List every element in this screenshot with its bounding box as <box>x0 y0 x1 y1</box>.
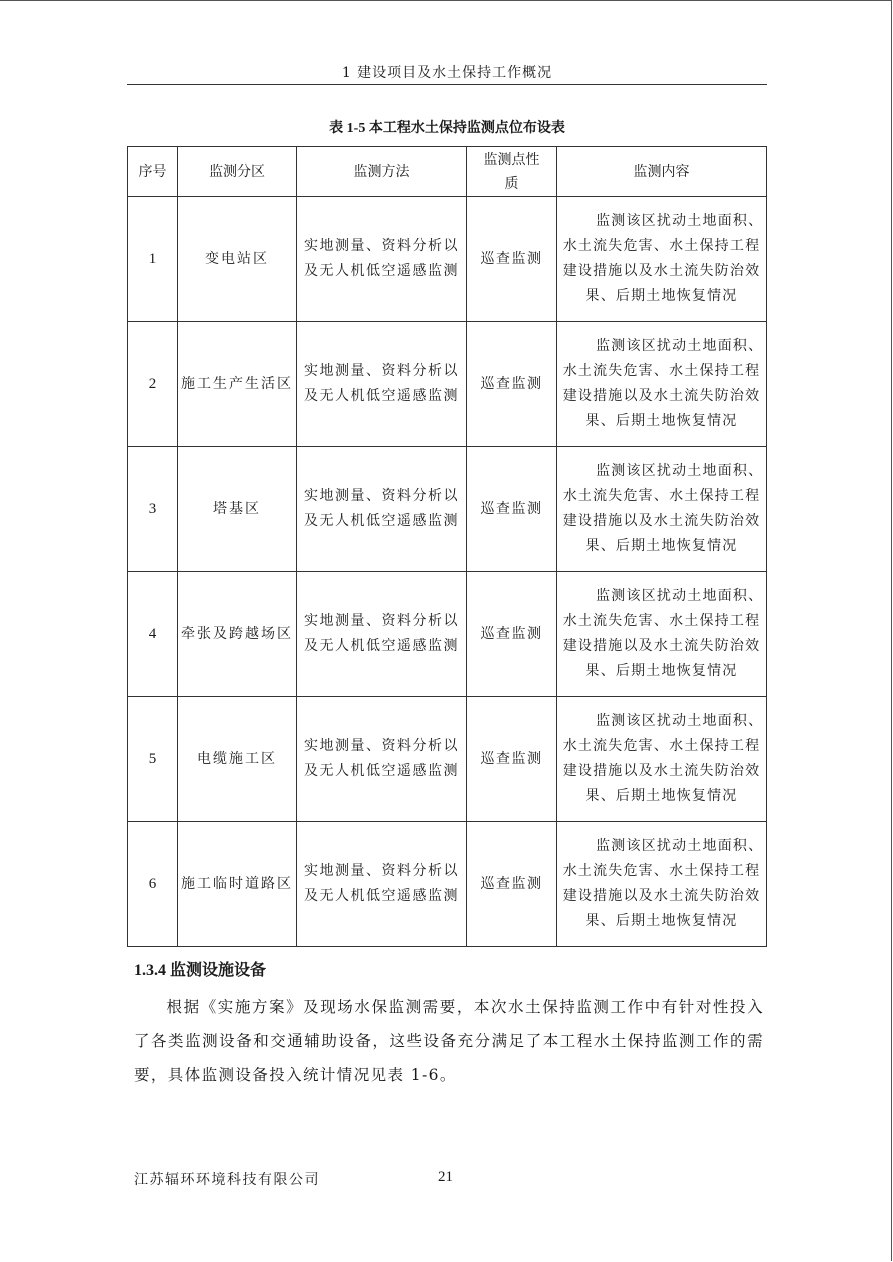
row-zone: 塔基区 <box>178 447 297 572</box>
row-zone: 施工临时道路区 <box>178 822 297 947</box>
table-row <box>128 447 767 572</box>
row-content-text: 监测该区扰动土地面积、水土流失危害、水土保持工程建设措施以及水土流失防治效果、后期土地恢复情况 <box>562 463 764 554</box>
row-zone: 电缆施工区 <box>178 697 297 822</box>
table-row <box>128 572 767 697</box>
row-zone: 变电站区 <box>178 197 297 322</box>
header-rule <box>127 84 767 85</box>
table-row <box>128 697 767 822</box>
page-number: 21 <box>438 1169 453 1185</box>
column-header-zone: 监测分区 <box>178 147 297 197</box>
row-content <box>557 322 767 447</box>
row-index: 5 <box>128 697 178 822</box>
row-content <box>557 447 767 572</box>
row-nature: 巡查监测 <box>467 447 557 572</box>
row-content-text: 监测该区扰动土地面积、水土流失危害、水土保持工程建设措施以及水土流失防治效果、后期土地恢复情况 <box>562 713 764 804</box>
row-method: 实地测量、资料分析以及无人机低空遥感监测 <box>297 447 467 572</box>
row-content-text: 监测该区扰动土地面积、水土流失危害、水土保持工程建设措施以及水土流失防治效果、后期土地恢复情况 <box>562 588 764 679</box>
row-method: 实地测量、资料分析以及无人机低空遥感监测 <box>297 572 467 697</box>
row-content <box>557 572 767 697</box>
column-header-index: 序号 <box>128 147 178 197</box>
row-zone: 牵张及跨越场区 <box>178 572 297 697</box>
row-index: 3 <box>128 447 178 572</box>
row-zone: 施工生产生活区 <box>178 322 297 447</box>
row-nature: 巡查监测 <box>467 322 557 447</box>
row-nature: 巡查监测 <box>467 197 557 322</box>
row-content-text: 监测该区扰动土地面积、水土流失危害、水土保持工程建设措施以及水土流失防治效果、后期土地恢复情况 <box>562 338 764 429</box>
row-index: 6 <box>128 822 178 947</box>
row-index: 4 <box>128 572 178 697</box>
table-caption: 表 1-5 本工程水土保持监测点位布设表 <box>329 121 565 136</box>
row-content-text: 监测该区扰动土地面积、水土流失危害、水土保持工程建设措施以及水土流失防治效果、后期土地恢复情况 <box>562 213 764 304</box>
column-header-method: 监测方法 <box>297 147 467 197</box>
row-nature: 巡查监测 <box>467 697 557 822</box>
column-header-content: 监测内容 <box>557 147 767 197</box>
row-content <box>557 697 767 822</box>
body-paragraph: 根据《实施方案》及现场水保监测需要，本次水土保持监测工作中有针对性投入了各类监测设备和交通辅助设备，这些设备充分满足了本工程水土保持监测工作的需要，具体监测设备投入统计情况见表 1-6。 <box>134 998 764 1084</box>
row-nature: 巡查监测 <box>467 572 557 697</box>
row-index: 2 <box>128 322 178 447</box>
section-heading: 1.3.4 监测设施设备 <box>134 962 267 979</box>
running-header: 1 建设项目及水土保持工作概况 <box>341 65 553 81</box>
row-method: 实地测量、资料分析以及无人机低空遥感监测 <box>297 197 467 322</box>
row-content <box>557 197 767 322</box>
row-method: 实地测量、资料分析以及无人机低空遥感监测 <box>297 697 467 822</box>
monitoring-points-table <box>127 146 767 947</box>
row-nature: 巡查监测 <box>467 822 557 947</box>
row-method: 实地测量、资料分析以及无人机低空遥感监测 <box>297 322 467 447</box>
table-header-row <box>128 147 767 197</box>
table-row <box>128 197 767 322</box>
table-row <box>128 822 767 947</box>
row-content-text: 监测该区扰动土地面积、水土流失危害、水土保持工程建设措施以及水土流失防治效果、后期土地恢复情况 <box>562 838 764 929</box>
table-row <box>128 322 767 447</box>
column-header-nature: 监测点性质 <box>467 147 557 197</box>
row-index: 1 <box>128 197 178 322</box>
footer-company-name: 江苏辐环环境科技有限公司 <box>134 1172 320 1188</box>
row-method: 实地测量、资料分析以及无人机低空遥感监测 <box>297 822 467 947</box>
row-content <box>557 822 767 947</box>
